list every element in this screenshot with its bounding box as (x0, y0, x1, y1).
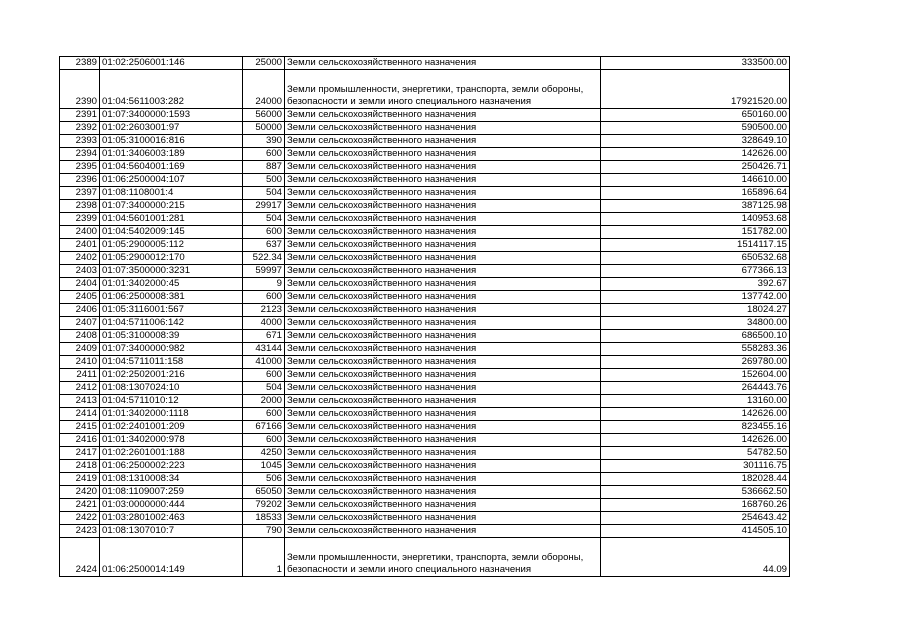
land-category-cell: Земли сельскохозяйственного назначения (285, 187, 601, 200)
land-category-cell: Земли сельскохозяйственного назначения (285, 486, 601, 499)
cadastral-number-cell: 01:01:3406003:189 (100, 148, 243, 161)
land-category-cell: Земли сельскохозяйственного назначения (285, 434, 601, 447)
cadastral-number-cell: 01:04:5604001:169 (100, 161, 243, 174)
cadastral-value-cell: 823455.16 (601, 421, 790, 434)
cadastral-number-cell: 01:04:5402009:145 (100, 226, 243, 239)
table-row (60, 538, 790, 577)
table-row (60, 239, 790, 252)
table-row (60, 226, 790, 239)
row-number-cell: 2420 (60, 486, 100, 499)
cadastral-number-cell: 01:06:2500002:223 (100, 460, 243, 473)
cadastral-value-cell: 165896.64 (601, 187, 790, 200)
land-category-cell: Земли сельскохозяйственного назначения (285, 291, 601, 304)
area-cell: 4250 (243, 447, 285, 460)
land-category-cell: Земли сельскохозяйственного назначения (285, 161, 601, 174)
land-category-cell: Земли сельскохозяйственного назначения (285, 239, 601, 252)
land-category-cell: Земли промышленности, энергетики, транспорта, земли обороны, безопасности и земли иного специального назначения (285, 538, 601, 577)
table-row (60, 473, 790, 486)
area-cell: 600 (243, 408, 285, 421)
row-number-cell: 2395 (60, 161, 100, 174)
cadastral-value-cell: 13160.00 (601, 395, 790, 408)
cadastral-number-cell: 01:04:5601001:281 (100, 213, 243, 226)
cadastral-value-cell: 269780.00 (601, 356, 790, 369)
cadastral-value-cell: 54782.50 (601, 447, 790, 460)
land-register-body (60, 57, 790, 577)
area-cell: 1 (243, 538, 285, 577)
cadastral-number-cell: 01:02:2601001:188 (100, 447, 243, 460)
cadastral-number-cell: 01:06:2500008:381 (100, 291, 243, 304)
cadastral-value-cell: 146610.00 (601, 174, 790, 187)
table-row (60, 356, 790, 369)
row-number-cell: 2401 (60, 239, 100, 252)
cadastral-value-cell: 264443.76 (601, 382, 790, 395)
area-cell: 504 (243, 187, 285, 200)
cadastral-number-cell: 01:03:2801002:463 (100, 512, 243, 525)
row-number-cell: 2417 (60, 447, 100, 460)
cadastral-value-cell: 142626.00 (601, 408, 790, 421)
cadastral-value-cell: 392.67 (601, 278, 790, 291)
area-cell: 43144 (243, 343, 285, 356)
land-category-cell: Земли сельскохозяйственного назначения (285, 122, 601, 135)
cadastral-value-cell: 140953.68 (601, 213, 790, 226)
cadastral-value-cell: 301116.75 (601, 460, 790, 473)
row-number-cell: 2418 (60, 460, 100, 473)
area-cell: 24000 (243, 70, 285, 109)
row-number-cell: 2393 (60, 135, 100, 148)
cadastral-number-cell: 01:07:3400000:982 (100, 343, 243, 356)
cadastral-number-cell: 01:07:3500000:3231 (100, 265, 243, 278)
table-row (60, 330, 790, 343)
row-number-cell: 2423 (60, 525, 100, 538)
area-cell: 50000 (243, 122, 285, 135)
land-category-cell: Земли сельскохозяйственного назначения (285, 356, 601, 369)
area-cell: 9 (243, 278, 285, 291)
table-row (60, 486, 790, 499)
cadastral-number-cell: 01:02:2401001:209 (100, 421, 243, 434)
row-number-cell: 2396 (60, 174, 100, 187)
row-number-cell: 2416 (60, 434, 100, 447)
cadastral-value-cell: 387125.98 (601, 200, 790, 213)
row-number-cell: 2413 (60, 395, 100, 408)
area-cell: 79202 (243, 499, 285, 512)
cadastral-number-cell: 01:05:2900005:112 (100, 239, 243, 252)
cadastral-value-cell: 182028.44 (601, 473, 790, 486)
cadastral-number-cell: 01:02:2603001:97 (100, 122, 243, 135)
area-cell: 600 (243, 226, 285, 239)
table-row (60, 434, 790, 447)
cadastral-value-cell: 328649.10 (601, 135, 790, 148)
cadastral-number-cell: 01:05:2900012:170 (100, 252, 243, 265)
land-category-cell: Земли сельскохозяйственного назначения (285, 265, 601, 278)
table-row (60, 499, 790, 512)
row-number-cell: 2392 (60, 122, 100, 135)
cadastral-number-cell: 01:01:3402000:1118 (100, 408, 243, 421)
table-row (60, 148, 790, 161)
row-number-cell: 2397 (60, 187, 100, 200)
cadastral-value-cell: 333500.00 (601, 57, 790, 70)
row-number-cell: 2406 (60, 304, 100, 317)
cadastral-value-cell: 137742.00 (601, 291, 790, 304)
land-category-cell: Земли сельскохозяйственного назначения (285, 252, 601, 265)
cadastral-value-cell: 142626.00 (601, 434, 790, 447)
row-number-cell: 2424 (60, 538, 100, 577)
table-row (60, 317, 790, 330)
cadastral-value-cell: 414505.10 (601, 525, 790, 538)
cadastral-number-cell: 01:08:1307024:10 (100, 382, 243, 395)
table-row (60, 109, 790, 122)
land-category-cell: Земли сельскохозяйственного назначения (285, 408, 601, 421)
land-category-cell: Земли сельскохозяйственного назначения (285, 330, 601, 343)
cadastral-value-cell: 18024.27 (601, 304, 790, 317)
row-number-cell: 2405 (60, 291, 100, 304)
area-cell: 390 (243, 135, 285, 148)
table-row (60, 304, 790, 317)
area-cell: 25000 (243, 57, 285, 70)
cadastral-number-cell: 01:07:3400000:215 (100, 200, 243, 213)
land-category-cell: Земли сельскохозяйственного назначения (285, 148, 601, 161)
cadastral-value-cell: 17921520.00 (601, 70, 790, 109)
land-category-cell: Земли сельскохозяйственного назначения (285, 382, 601, 395)
area-cell: 56000 (243, 109, 285, 122)
row-number-cell: 2394 (60, 148, 100, 161)
cadastral-number-cell: 01:04:5711006:142 (100, 317, 243, 330)
area-cell: 671 (243, 330, 285, 343)
area-cell: 600 (243, 369, 285, 382)
land-category-cell: Земли сельскохозяйственного назначения (285, 109, 601, 122)
table-row (60, 161, 790, 174)
area-cell: 522.34 (243, 252, 285, 265)
land-category-cell: Земли сельскохозяйственного назначения (285, 421, 601, 434)
table-row (60, 70, 790, 109)
area-cell: 2000 (243, 395, 285, 408)
row-number-cell: 2408 (60, 330, 100, 343)
table-row (60, 395, 790, 408)
table-row (60, 382, 790, 395)
table-row (60, 57, 790, 70)
cadastral-number-cell: 01:02:2506001:146 (100, 57, 243, 70)
land-category-cell: Земли сельскохозяйственного назначения (285, 226, 601, 239)
land-category-cell: Земли сельскохозяйственного назначения (285, 369, 601, 382)
table-row (60, 213, 790, 226)
area-cell: 504 (243, 382, 285, 395)
row-number-cell: 2403 (60, 265, 100, 278)
area-cell: 790 (243, 525, 285, 538)
cadastral-value-cell: 34800.00 (601, 317, 790, 330)
land-category-cell: Земли сельскохозяйственного назначения (285, 525, 601, 538)
table-row (60, 343, 790, 356)
table-row (60, 408, 790, 421)
row-number-cell: 2409 (60, 343, 100, 356)
cadastral-value-cell: 168760.26 (601, 499, 790, 512)
cadastral-value-cell: 558283.36 (601, 343, 790, 356)
row-number-cell: 2412 (60, 382, 100, 395)
cadastral-value-cell: 590500.00 (601, 122, 790, 135)
cadastral-value-cell: 650160.00 (601, 109, 790, 122)
land-category-cell: Земли сельскохозяйственного назначения (285, 460, 601, 473)
row-number-cell: 2419 (60, 473, 100, 486)
cadastral-number-cell: 01:06:2500004:107 (100, 174, 243, 187)
land-category-cell: Земли сельскохозяйственного назначения (285, 174, 601, 187)
table-row (60, 421, 790, 434)
row-number-cell: 2410 (60, 356, 100, 369)
cadastral-value-cell: 250426.71 (601, 161, 790, 174)
land-category-cell: Земли сельскохозяйственного назначения (285, 447, 601, 460)
table-row (60, 278, 790, 291)
area-cell: 67166 (243, 421, 285, 434)
cadastral-number-cell: 01:05:3100008:39 (100, 330, 243, 343)
cadastral-value-cell: 536662.50 (601, 486, 790, 499)
cadastral-value-cell: 254643.42 (601, 512, 790, 525)
area-cell: 1045 (243, 460, 285, 473)
table-row (60, 252, 790, 265)
row-number-cell: 2399 (60, 213, 100, 226)
cadastral-number-cell: 01:04:5611003:282 (100, 70, 243, 109)
land-category-cell: Земли сельскохозяйственного назначения (285, 317, 601, 330)
cadastral-value-cell: 151782.00 (601, 226, 790, 239)
area-cell: 4000 (243, 317, 285, 330)
area-cell: 504 (243, 213, 285, 226)
land-category-cell: Земли сельскохозяйственного назначения (285, 135, 601, 148)
table-row (60, 369, 790, 382)
table-row (60, 187, 790, 200)
area-cell: 600 (243, 434, 285, 447)
row-number-cell: 2400 (60, 226, 100, 239)
cadastral-value-cell: 677366.13 (601, 265, 790, 278)
table-row (60, 512, 790, 525)
cadastral-number-cell: 01:03:0000000:444 (100, 499, 243, 512)
area-cell: 500 (243, 174, 285, 187)
table-row (60, 460, 790, 473)
area-cell: 41000 (243, 356, 285, 369)
land-category-cell: Земли сельскохозяйственного назначения (285, 343, 601, 356)
table-row (60, 447, 790, 460)
row-number-cell: 2415 (60, 421, 100, 434)
row-number-cell: 2421 (60, 499, 100, 512)
cadastral-number-cell: 01:07:3400000:1593 (100, 109, 243, 122)
land-category-cell: Земли сельскохозяйственного назначения (285, 304, 601, 317)
cadastral-number-cell: 01:08:1108001:4 (100, 187, 243, 200)
cadastral-number-cell: 01:08:1307010:7 (100, 525, 243, 538)
cadastral-value-cell: 44.09 (601, 538, 790, 577)
row-number-cell: 2407 (60, 317, 100, 330)
land-category-cell: Земли сельскохозяйственного назначения (285, 213, 601, 226)
cadastral-value-cell: 686500.10 (601, 330, 790, 343)
land-category-cell: Земли сельскохозяйственного назначения (285, 473, 601, 486)
table-row (60, 265, 790, 278)
land-category-cell: Земли сельскохозяйственного назначения (285, 278, 601, 291)
row-number-cell: 2389 (60, 57, 100, 70)
row-number-cell: 2411 (60, 369, 100, 382)
cadastral-number-cell: 01:01:3402000:45 (100, 278, 243, 291)
area-cell: 18533 (243, 512, 285, 525)
area-cell: 2123 (243, 304, 285, 317)
cadastral-number-cell: 01:02:2502001:216 (100, 369, 243, 382)
table-row (60, 174, 790, 187)
row-number-cell: 2391 (60, 109, 100, 122)
row-number-cell: 2390 (60, 70, 100, 109)
row-number-cell: 2414 (60, 408, 100, 421)
cadastral-value-cell: 142626.00 (601, 148, 790, 161)
cadastral-value-cell: 650532.68 (601, 252, 790, 265)
land-category-cell: Земли сельскохозяйственного назначения (285, 512, 601, 525)
land-category-cell: Земли промышленности, энергетики, транспорта, земли обороны, безопасности и земли иного специального назначения (285, 70, 601, 109)
land-category-cell: Земли сельскохозяйственного назначения (285, 200, 601, 213)
cadastral-number-cell: 01:05:3100016:816 (100, 135, 243, 148)
land-category-cell: Земли сельскохозяйственного назначения (285, 57, 601, 70)
land-category-cell: Земли сельскохозяйственного назначения (285, 395, 601, 408)
row-number-cell: 2398 (60, 200, 100, 213)
table-row (60, 200, 790, 213)
row-number-cell: 2402 (60, 252, 100, 265)
area-cell: 506 (243, 473, 285, 486)
area-cell: 600 (243, 148, 285, 161)
cadastral-value-cell: 1514117.15 (601, 239, 790, 252)
area-cell: 65050 (243, 486, 285, 499)
row-number-cell: 2422 (60, 512, 100, 525)
table-row (60, 291, 790, 304)
land-category-cell: Земли сельскохозяйственного назначения (285, 499, 601, 512)
area-cell: 637 (243, 239, 285, 252)
land-register-table (59, 56, 790, 577)
row-number-cell: 2404 (60, 278, 100, 291)
cadastral-number-cell: 01:04:5711010:12 (100, 395, 243, 408)
cadastral-number-cell: 01:08:1109007:259 (100, 486, 243, 499)
table-row (60, 525, 790, 538)
cadastral-number-cell: 01:05:3116001:567 (100, 304, 243, 317)
area-cell: 887 (243, 161, 285, 174)
table-row (60, 135, 790, 148)
area-cell: 59997 (243, 265, 285, 278)
table-row (60, 122, 790, 135)
area-cell: 600 (243, 291, 285, 304)
area-cell: 29917 (243, 200, 285, 213)
cadastral-number-cell: 01:04:5711011:158 (100, 356, 243, 369)
cadastral-number-cell: 01:08:1310008:34 (100, 473, 243, 486)
cadastral-number-cell: 01:01:3402000:978 (100, 434, 243, 447)
cadastral-value-cell: 152604.00 (601, 369, 790, 382)
cadastral-number-cell: 01:06:2500014:149 (100, 538, 243, 577)
